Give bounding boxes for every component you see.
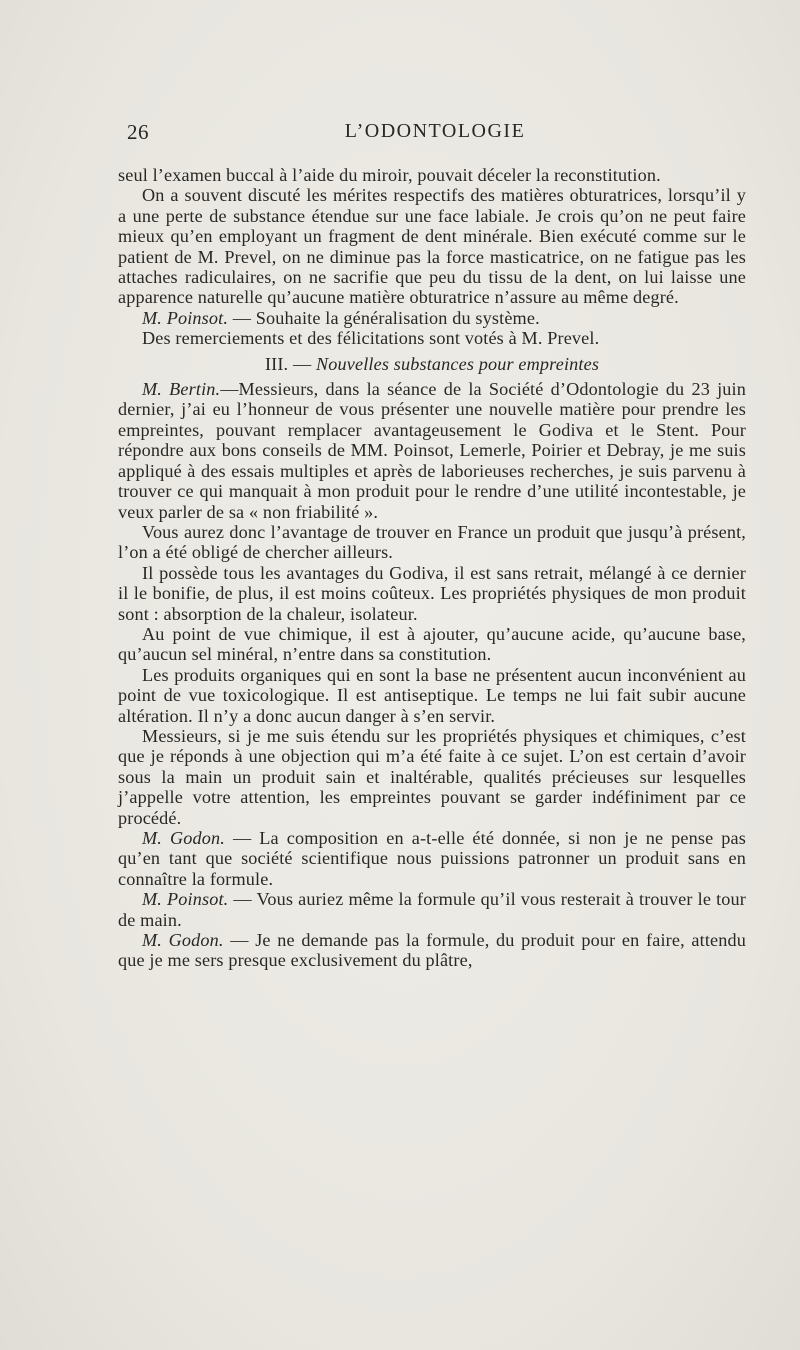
body-text [118,165,746,971]
page-number: 26 [127,120,149,144]
paragraph [118,308,746,328]
paragraph: seul l’examen buccal à l’aide du miroir, pouvait déceler la reconstitution. [118,165,661,185]
speaker-name: M. Godon. [142,828,225,848]
paragraph [118,889,746,930]
running-title: L’ODONTOLOGIE [344,120,526,142]
paragraph: Des remerciements et des félicitations sont votés à M. Prevel. [142,328,600,349]
paragraph: Vous aurez donc l’avantage de trouver en France un produit que jusqu’à présent, l’on a été obligé de chercher ailleurs. [118,521,746,563]
speech-text: — La composition en a-t-elle été donnée, si non je ne pense pas qu’en tant que société scientifique nous puissions patronner un produit sans en connaître la formule. [118,828,746,889]
section-heading [118,354,746,374]
paragraph: Messieurs, si je me suis étendu sur les propriétés physiques et chimiques, c’est que je réponds à une objection qui m’a été faite à ce sujet. L’on est certain d’avoir sous la main un produit sain et inaltérable, qualités précieuses sur lesquelles j’appelle votre attention, les empreintes pouvant se garder indéfiniment par ce procédé. [118,725,746,828]
speaker-name: M. Godon. [142,930,224,951]
section-title: Nouvelles substances pour empreintes [316,353,600,374]
paragraph: Les produits organiques qui en sont la base ne présentent aucun inconvénient au point de vue toxicologique. Il est antiseptique. Le temps ne lui fait subir aucune altération. Il n’y a donc aucun danger à s’en servir. [118,664,746,726]
page-header [127,120,743,150]
paragraph [118,828,746,889]
section-number: III. — [264,353,316,374]
paragraph: Il possède tous les avantages du Godiva, il est sans retrait, mélangé à ce dernier il le bonifie, de plus, il est moins coûteux. Les propriétés physiques de mon produit sont : absorption de la chaleur, isolateur. [118,562,746,624]
speaker-name: M. Bertin. [142,379,221,400]
paragraph [118,930,746,971]
speech-text: — Souhaite la généralisation du système. [228,307,540,328]
paragraph: Au point de vue chimique, il est à ajouter, qu’aucune acide, qu’aucune base, qu’aucun sel minéral, n’entre dans sa constitution. [118,623,746,665]
paragraph [118,379,746,522]
speaker-name: M. Poinsot. [142,889,229,910]
speaker-name: M. Poinsot. [142,307,229,328]
speech-text: — Vous auriez même la formule qu’il vous resterait à trouver le tour de main. [118,889,746,930]
speech-text: —Messieurs, dans la séance de la Société d’Odontologie du 23 juin dernier, j’ai eu l’honneur de vous présenter une nouvelle matière pour prendre les empreintes, pouvant remplacer avantageusement le Godiva et le Stent. Pour répondre aux bons conseils de MM. Poinsot, Lemerle, Poirier et Debray, je me suis appliqué à des essais multiples et après de laborieuses recherches, je suis parvenu à trouver ce qui manquait à mon produit pour le rendre d’une utilité incontestable, je veux parler de sa « non friabilité ». [118,379,746,522]
speech-text: — Je ne demande pas la formule, du produit pour en faire, attendu que je me sers presque exclusivement du plâtre, [118,930,746,971]
paragraph: On a souvent discuté les mérites respectifs des matières obturatrices, lorsqu’il y a une perte de substance étendue sur une face labiale. Je crois qu’on ne peut faire mieux qu’en employant un fragment de dent minérale. Bien exécuté comme sur le patient de M. Prevel, on ne diminue pas la force masticatrice, on ne fatigue pas les attaches radiculaires, on ne sacrifie que peu du tissu de la dent, on lui laisse une apparence naturelle qu’aucune matière obturatrice n’assure au même degré. [118,185,746,308]
